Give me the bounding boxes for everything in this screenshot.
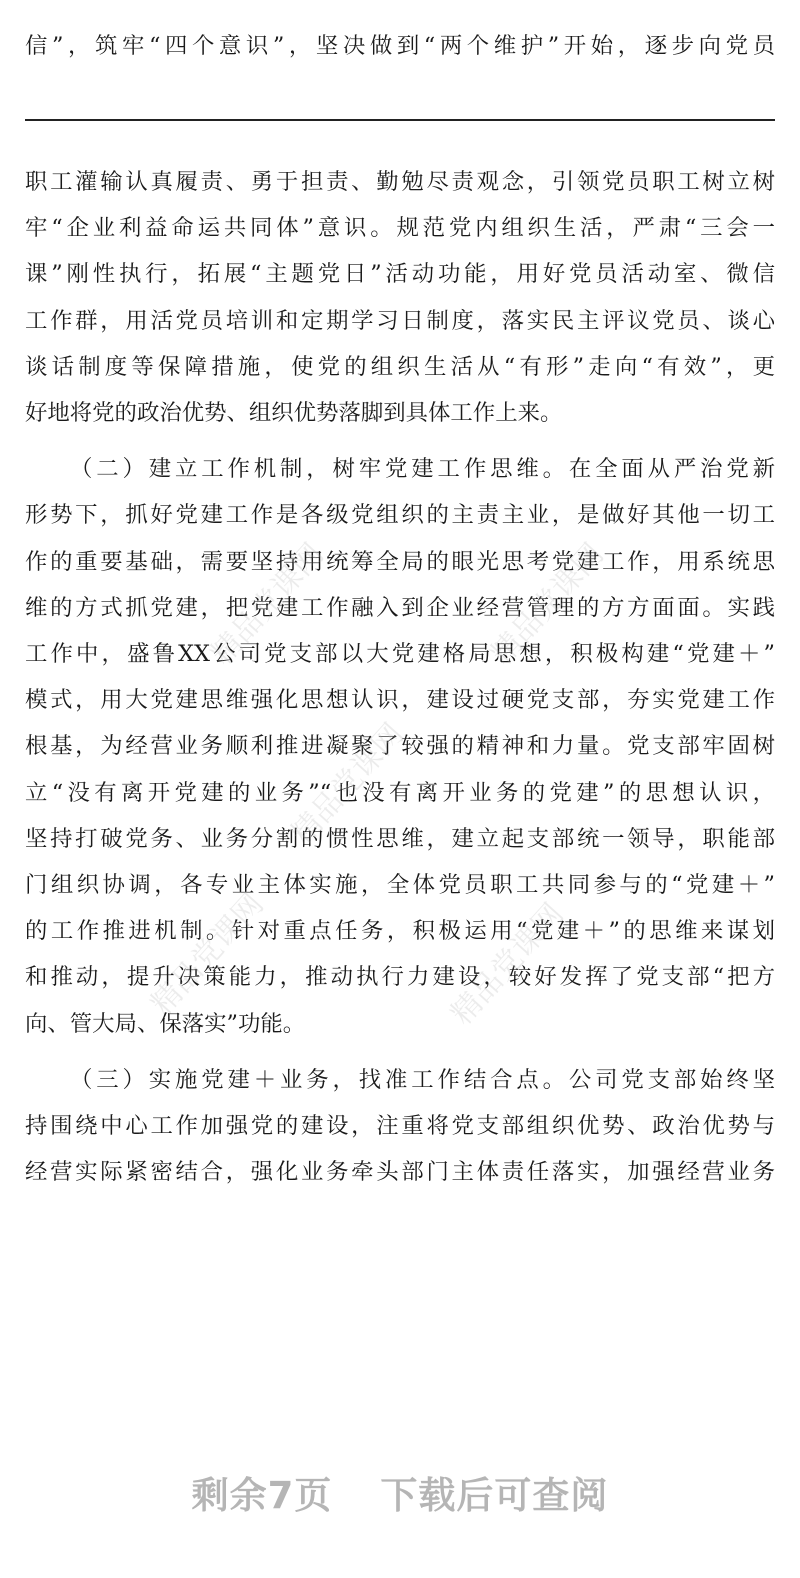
watermark-text: 精品党课网 xyxy=(284,716,411,852)
document-line: 立“没有离开党建的业务”“也没有离开业务的党建”的思想认识， xyxy=(25,780,775,806)
document-line: 和推动，提升决策能力，推动执行力建设，较好发挥了党支部“把方 xyxy=(25,964,775,990)
document-line: 课”刚性执行，拓展“主题党日”活动功能，用好党员活动室、微信 xyxy=(25,261,775,287)
document-line: （二）建立工作机制，树牢党建工作思维。在全面从严治党新 xyxy=(70,456,775,482)
document-line: 好地将党的政治优势、组织优势落脚到具体工作上来。 xyxy=(25,400,563,426)
watermark-text: 精品党课网 xyxy=(444,896,571,1032)
document-line: 工作中，盛鲁XX公司党支部以大党建格局思想，积极构建“党建＋” xyxy=(25,641,775,667)
document-line: 门组织协调，各专业主体实施，全体党员职工共同参与的“党建＋” xyxy=(25,872,775,898)
document-line: 形势下，抓好党建工作是各级党组织的主责主业，是做好其他一切工 xyxy=(25,502,775,528)
download-prompt[interactable] xyxy=(0,1465,800,1519)
document-line: 维的方式抓党建，把党建工作融入到企业经营管理的方方面面。实践 xyxy=(25,595,775,621)
watermark-text: 精品党课网 xyxy=(144,886,271,1022)
document-line: 作的重要基础，需要坚持用统筹全局的眼光思考党建工作，用系统思 xyxy=(25,549,775,575)
download-to-view-label: 下载后可查阅 xyxy=(380,1474,609,1517)
document-line: 经营实际紧密结合，强化业务牵头部门主体责任落实，加强经营业务 xyxy=(25,1159,775,1185)
document-line: 谈话制度等保障措施，使党的组织生活从“有形”走向“有效”，更 xyxy=(25,354,775,380)
watermark-text: 精品党课网 xyxy=(484,536,611,672)
document-line: 模式，用大党建思维强化思想认识，建设过硬党支部，夯实党建工作 xyxy=(25,687,775,713)
remaining-pages-label: 剩余7页 xyxy=(191,1474,333,1517)
document-line: （三）实施党建＋业务，找准工作结合点。公司党支部始终坚 xyxy=(70,1067,775,1093)
document-line-top: 信”，筑牢“四个意识”，坚决做到“两个维护”开始，逐步向党员 xyxy=(25,33,775,59)
document-line: 坚持打破党务、业务分割的惯性思维，建立起支部统一领导，职能部 xyxy=(25,826,775,852)
document-line: 根基，为经营业务顺利推进凝聚了较强的精神和力量。党支部牢固树 xyxy=(25,733,775,759)
document-line: 向、管大局、保落实”功能。 xyxy=(25,1011,306,1037)
page-divider xyxy=(25,119,775,121)
document-line: 职工灌输认真履责、勇于担责、勤勉尽责观念，引领党员职工树立树 xyxy=(25,169,775,195)
document-line: 牢“企业利益命运共同体”意识。规范党内组织生活，严肃“三会一 xyxy=(25,215,775,241)
document-line: 持围绕中心工作加强党的建设，注重将党支部组织优势、政治优势与 xyxy=(25,1113,775,1139)
document-line: 的工作推进机制。针对重点任务，积极运用“党建＋”的思维来谋划 xyxy=(25,918,775,944)
document-line: 工作群，用活党员培训和定期学习日制度，落实民主评议党员、谈心 xyxy=(25,308,775,334)
watermark-text: 精品党课网 xyxy=(204,536,331,672)
